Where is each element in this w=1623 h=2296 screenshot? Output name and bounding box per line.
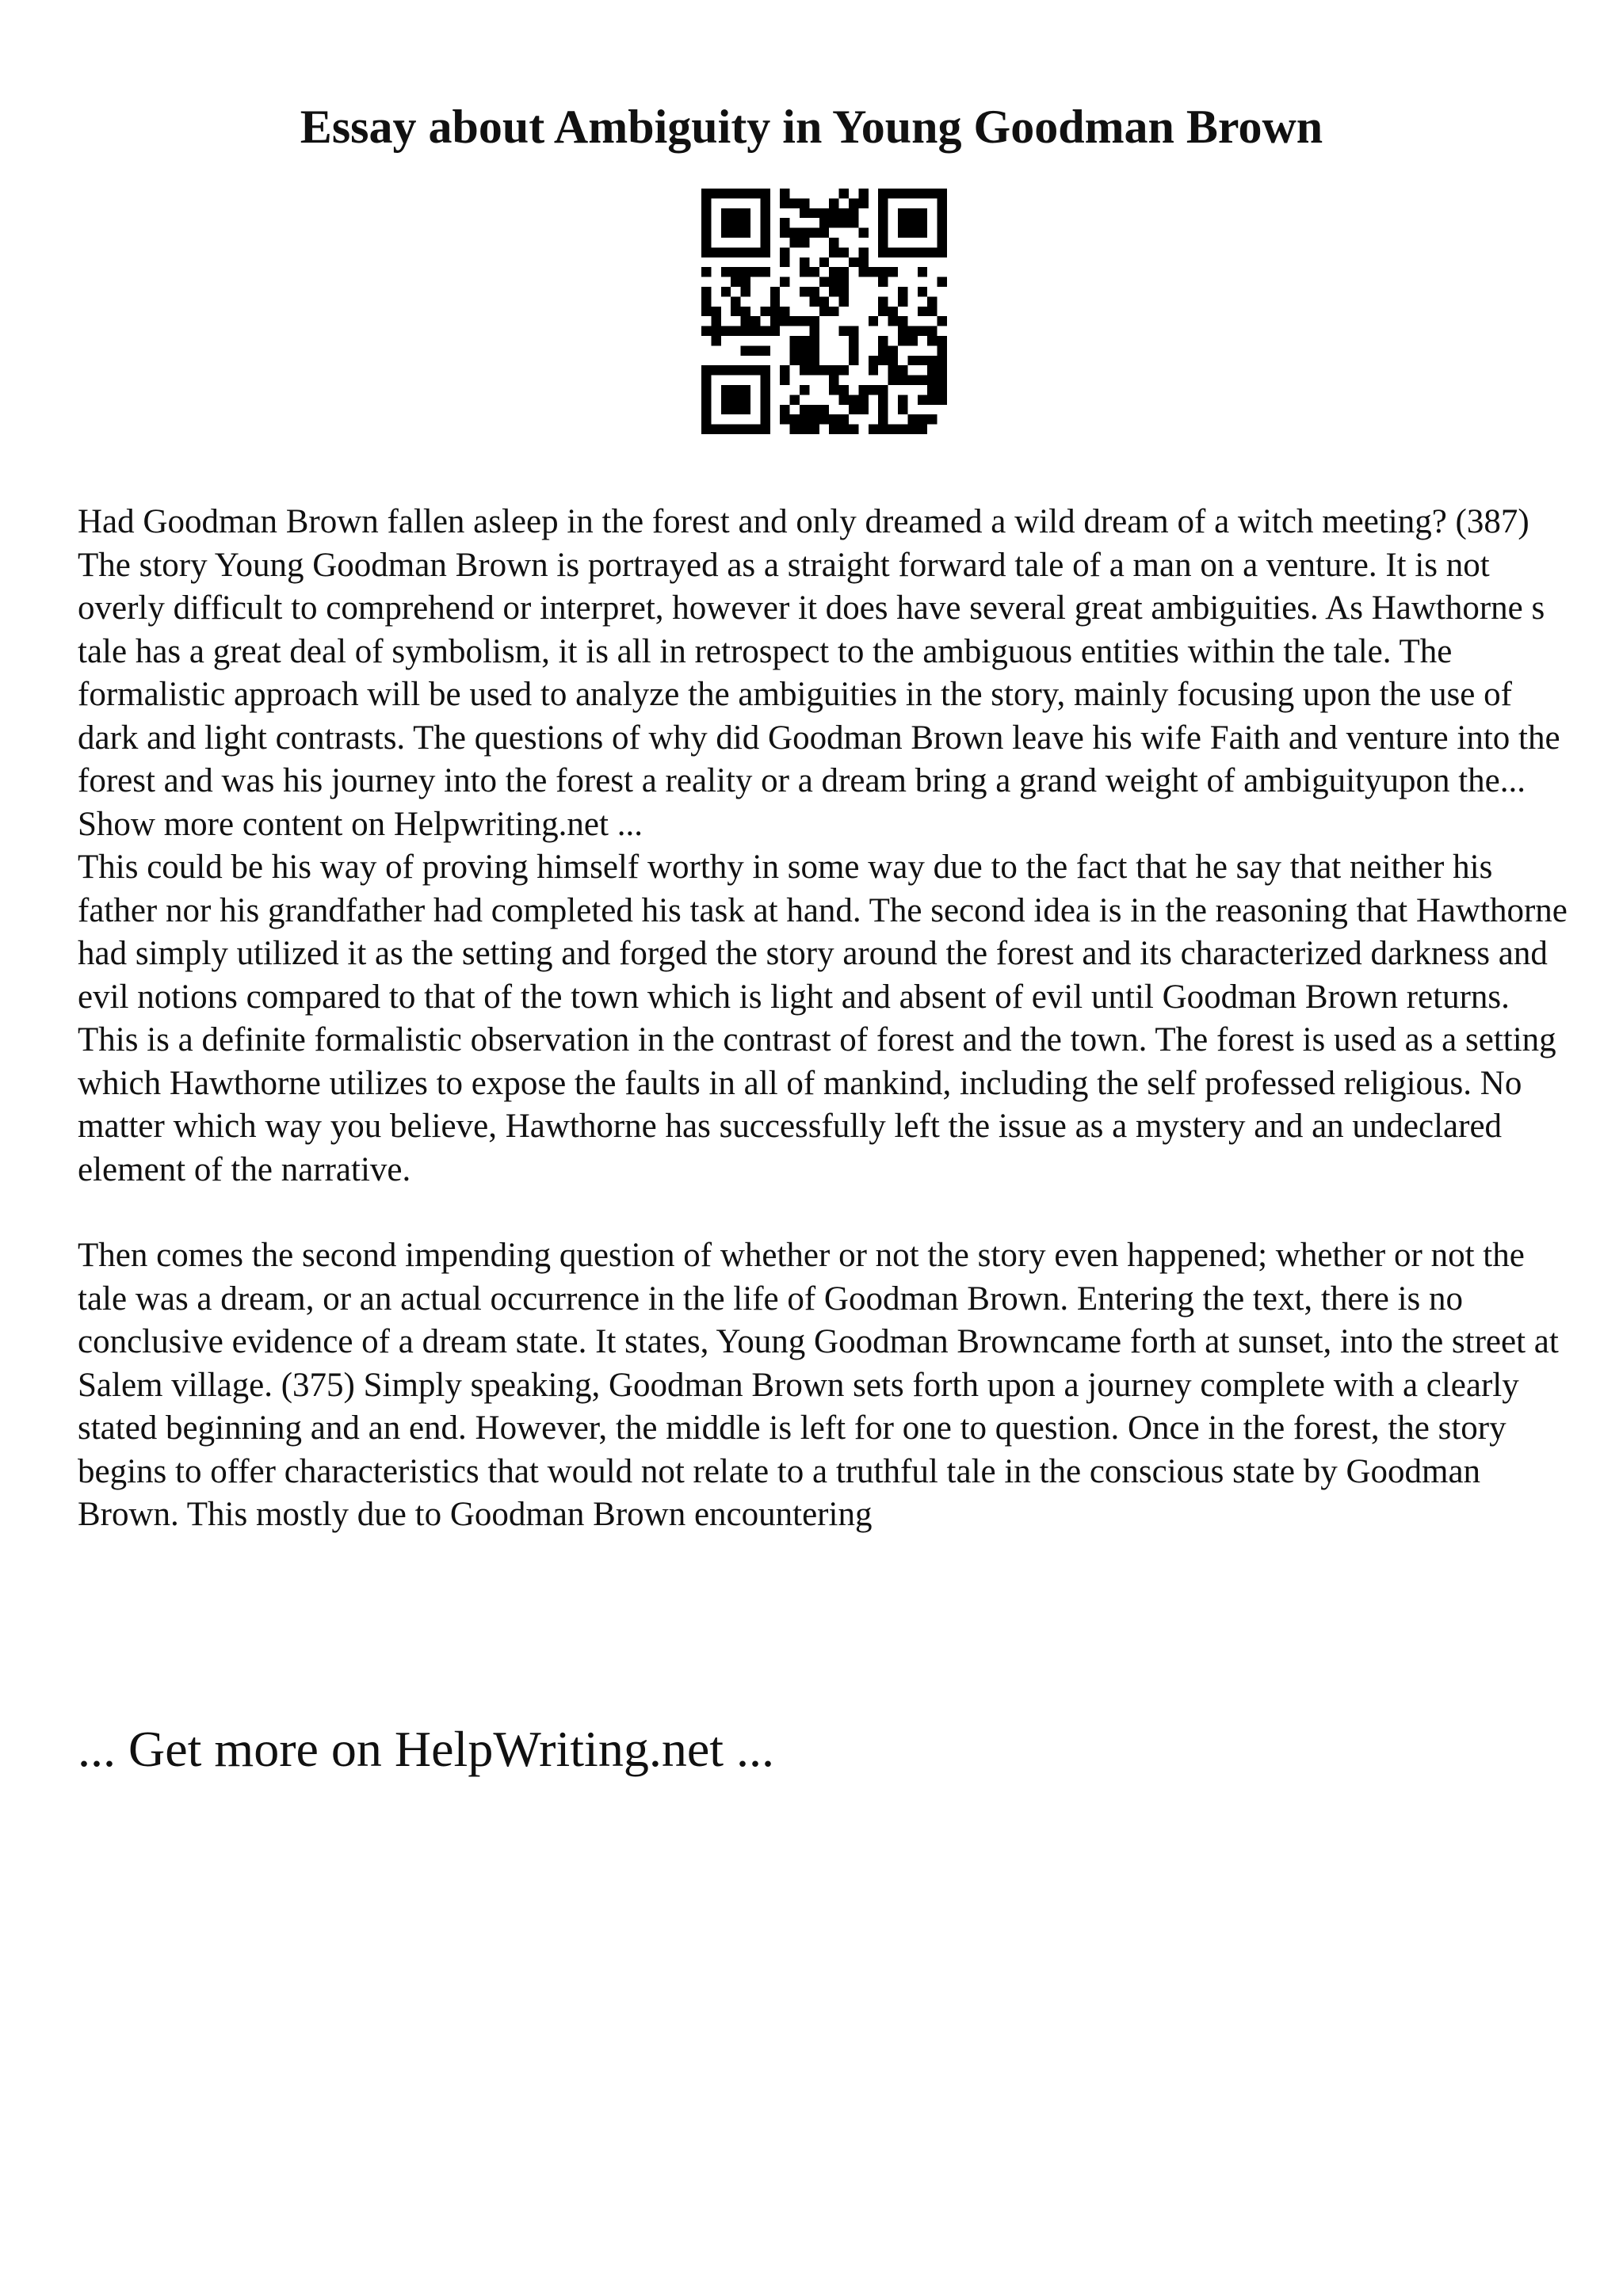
- qr-module: [888, 345, 898, 355]
- qr-module: [849, 257, 858, 267]
- qr-module: [800, 425, 809, 434]
- qr-module: [780, 414, 789, 424]
- qr-module: [829, 277, 838, 287]
- qr-module: [858, 247, 868, 257]
- qr-module: [809, 345, 819, 355]
- qr-module: [819, 228, 829, 238]
- qr-finder-bottom-left: [701, 365, 711, 434]
- qr-module: [800, 316, 809, 326]
- qr-module: [918, 287, 927, 296]
- document-title: Essay about Ambiguity in Young Goodman Brown: [300, 101, 1323, 153]
- qr-module: [918, 356, 927, 365]
- qr-finder-top-right: [938, 189, 947, 257]
- qr-module: [790, 345, 800, 355]
- qr-module: [869, 267, 878, 277]
- qr-module: [938, 395, 947, 404]
- qr-module: [711, 326, 720, 336]
- qr-module: [888, 316, 898, 326]
- essay-paragraph-1: Had Goodman Brown fallen asleep in the forest and only dreamed a wild dream of a witch meeting? (387) The story Young Goodman Brown is portrayed as a straight forward tale of a man on a venture. It is not overly difficult to comprehend or interpret, however it does have several great ambiguities. As Hawthorne s tale has a great deal of symbolism, it is all in retrospect to the ambiguous entities within the tale. The formalistic approach will be used to analyze the ambiguities in the story, mainly focusing upon the use of dark and light contrasts. The questions of why did Goodman Brown leave his wife Faith and venture into the forest and was his journey into the forest a reality or a dream bring a grand weight of ambiguityupon the... Show more content on Helpwriting.net ...: [78, 503, 1560, 843]
- qr-module: [741, 277, 750, 287]
- qr-module: [760, 345, 769, 355]
- qr-module: [839, 287, 849, 296]
- qr-module: [849, 405, 858, 414]
- qr-module: [800, 356, 809, 365]
- qr-module: [858, 189, 868, 198]
- qr-module: [839, 247, 849, 257]
- qr-module: [780, 257, 789, 267]
- qr-module: [760, 326, 769, 336]
- qr-module: [858, 267, 868, 277]
- qr-module: [711, 307, 720, 316]
- qr-module: [721, 326, 731, 336]
- qr-module: [878, 345, 888, 355]
- qr-module: [819, 218, 829, 227]
- qr-module: [849, 345, 858, 355]
- qr-module: [918, 307, 927, 316]
- qr-module: [780, 218, 789, 227]
- qr-module: [878, 356, 888, 365]
- qr-module: [849, 218, 858, 227]
- qr-module: [898, 336, 907, 345]
- qr-module: [878, 395, 888, 404]
- qr-module: [849, 326, 858, 336]
- qr-finder-top-right: [898, 208, 927, 238]
- qr-module: [858, 385, 868, 395]
- qr-module: [809, 326, 819, 336]
- qr-module: [858, 228, 868, 238]
- qr-module: [809, 356, 819, 365]
- qr-module: [819, 277, 829, 287]
- qr-module: [829, 287, 838, 296]
- qr-module: [898, 395, 907, 404]
- qr-module: [809, 287, 819, 296]
- qr-module: [839, 208, 849, 218]
- qr-module: [800, 238, 809, 247]
- qr-module: [790, 316, 800, 326]
- essay-paragraph-3: Then comes the second impending question of whether or not the story even happened; whether or not the tale was a dream, or an actual occurrence in the life of Goodman Brown. Entering the text, there is no conclusive evidence of a dream state. It states, Young Goodman Browncame forth at sunset, into the street at Salem village. (375) Simply speaking, Goodman Brown sets forth upon a journey complete with a clearly stated beginning and an end. However, the middle is left for one to question. Once in the forest, the story begins to offer characteristics that would not relate to a truthful tale in the conscious state by Goodman Brown. This mostly due to Goodman Brown encountering: [78, 1237, 1559, 1533]
- qr-module: [780, 316, 789, 326]
- qr-module: [927, 296, 937, 306]
- qr-module: [780, 198, 789, 208]
- qr-module: [849, 198, 858, 208]
- qr-module: [770, 287, 780, 296]
- qr-module: [780, 365, 789, 375]
- qr-module: [760, 307, 769, 316]
- qr-module: [888, 307, 898, 316]
- qr-module: [741, 326, 750, 336]
- qr-module: [878, 307, 888, 316]
- qr-module: [918, 267, 927, 277]
- qr-module: [829, 247, 838, 257]
- qr-module: [800, 267, 809, 277]
- qr-module: [809, 316, 819, 326]
- qr-module: [839, 267, 849, 277]
- qr-module: [888, 267, 898, 277]
- qr-module: [898, 296, 907, 306]
- qr-module: [878, 405, 888, 414]
- qr-module: [907, 425, 917, 434]
- qr-module: [800, 287, 809, 296]
- qr-module: [819, 257, 829, 267]
- qr-module: [829, 267, 838, 277]
- qr-code-graphic: [701, 189, 947, 434]
- qr-module: [721, 267, 731, 277]
- qr-module: [829, 238, 838, 247]
- qr-module: [839, 425, 849, 434]
- qr-module: [829, 307, 838, 316]
- qr-module: [839, 365, 849, 375]
- qr-module: [938, 356, 947, 365]
- qr-finder-top-left: [701, 189, 770, 198]
- qr-module: [701, 267, 711, 277]
- qr-module: [780, 405, 789, 414]
- qr-module: [800, 228, 809, 238]
- qr-module: [907, 326, 917, 336]
- qr-module: [849, 356, 858, 365]
- qr-module: [809, 405, 819, 414]
- qr-finder-top-left: [701, 247, 770, 257]
- qr-module: [839, 296, 849, 306]
- qr-finder-bottom-left: [701, 425, 770, 434]
- qr-module: [780, 189, 789, 198]
- qr-module: [839, 326, 849, 336]
- qr-module: [750, 345, 760, 355]
- qr-module: [869, 365, 878, 375]
- qr-module: [731, 277, 740, 287]
- qr-module: [898, 376, 907, 385]
- qr-module: [907, 356, 917, 365]
- qr-module: [800, 345, 809, 355]
- qr-module: [938, 365, 947, 375]
- qr-module: [809, 365, 819, 375]
- qr-module: [750, 326, 760, 336]
- qr-module: [927, 356, 937, 365]
- qr-module: [800, 414, 809, 424]
- qr-module: [839, 414, 849, 424]
- qr-module: [800, 385, 809, 395]
- qr-module: [869, 316, 878, 326]
- qr-finder-top-left: [701, 189, 711, 257]
- qr-module: [770, 326, 780, 336]
- qr-module: [800, 208, 809, 218]
- qr-module: [938, 376, 947, 385]
- qr-module: [938, 277, 947, 287]
- qr-module: [839, 277, 849, 287]
- qr-module: [878, 336, 888, 345]
- qr-module: [701, 296, 711, 306]
- qr-module: [849, 395, 858, 404]
- qr-module: [800, 365, 809, 375]
- qr-module: [790, 336, 800, 345]
- qr-module: [898, 405, 907, 414]
- qr-module: [829, 425, 838, 434]
- qr-module: [829, 208, 838, 218]
- qr-finder-bottom-left: [760, 365, 769, 434]
- qr-module: [898, 365, 907, 375]
- qr-finder-top-right: [878, 189, 947, 198]
- qr-module: [770, 316, 780, 326]
- qr-module: [809, 296, 819, 306]
- qr-module: [800, 257, 809, 267]
- qr-module: [888, 425, 898, 434]
- qr-module: [858, 395, 868, 404]
- qr-module: [790, 198, 800, 208]
- qr-module: [701, 307, 711, 316]
- qr-module: [741, 316, 750, 326]
- qr-module: [918, 414, 927, 424]
- qr-module: [711, 316, 720, 326]
- qr-module: [829, 365, 838, 375]
- essay-paragraph-2: This could be his way of proving himself worthy in some way due to the fact that he say that neither his father nor his grandfather had completed his task at hand. The second idea is in the reasoning that Hawthorne had simply utilized it as the setting and forged the story around the forest and its characterized darkness and evil notions compared to that of the town which is light and absent of evil until Goodman Brown returns. This is a definite formalistic observation in the contrast of forest and the town. The forest is used as a setting which Hawthorne utilizes to expose the faults in all of mankind, including the self professed religious. No matter which way you believe, Hawthorne has successfully left the issue as a mystery and an undeclared element of the narrative.: [78, 849, 1568, 1188]
- qr-module: [741, 345, 750, 355]
- qr-module: [898, 316, 907, 326]
- qr-module: [780, 376, 789, 385]
- qr-module: [829, 218, 838, 227]
- qr-module: [918, 395, 927, 404]
- qr-module: [800, 405, 809, 414]
- qr-module: [849, 425, 858, 434]
- qr-module: [770, 307, 780, 316]
- qr-module: [839, 218, 849, 227]
- qr-module: [938, 336, 947, 345]
- qr-module: [918, 425, 927, 434]
- qr-module: [809, 414, 819, 424]
- qr-module: [869, 385, 878, 395]
- qr-module: [770, 296, 780, 306]
- qr-module: [819, 208, 829, 218]
- qr-module: [741, 267, 750, 277]
- qr-finder-bottom-left: [721, 385, 750, 414]
- qr-module: [907, 414, 917, 424]
- qr-code-icon: [701, 189, 947, 434]
- qr-module: [898, 287, 907, 296]
- qr-module: [839, 395, 849, 404]
- qr-module: [711, 336, 720, 345]
- qr-module: [760, 267, 769, 277]
- qr-module: [701, 287, 711, 296]
- qr-module: [790, 238, 800, 247]
- qr-module: [927, 307, 937, 316]
- qr-finder-bottom-left: [701, 365, 770, 375]
- qr-module: [898, 425, 907, 434]
- qr-module: [780, 228, 789, 238]
- qr-module: [731, 267, 740, 277]
- qr-module: [790, 228, 800, 238]
- qr-module: [731, 296, 740, 306]
- qr-module: [927, 414, 937, 424]
- qr-finder-top-left: [760, 189, 769, 257]
- qr-module: [888, 376, 898, 385]
- qr-module: [809, 267, 819, 277]
- qr-module: [888, 356, 898, 365]
- qr-module: [800, 198, 809, 208]
- qr-module: [790, 414, 800, 424]
- qr-module: [839, 385, 849, 395]
- qr-module: [878, 267, 888, 277]
- qr-module: [829, 385, 838, 395]
- qr-module: [918, 326, 927, 336]
- qr-module: [918, 376, 927, 385]
- qr-module: [750, 316, 760, 326]
- qr-module: [809, 208, 819, 218]
- qr-module: [819, 365, 829, 375]
- qr-module: [869, 425, 878, 434]
- qr-module: [829, 198, 838, 208]
- qr-module: [898, 326, 907, 336]
- qr-module: [878, 385, 888, 395]
- qr-module: [907, 336, 917, 345]
- qr-finder-top-right: [878, 189, 888, 257]
- qr-module: [858, 198, 868, 208]
- qr-module: [800, 336, 809, 345]
- qr-module: [829, 414, 838, 424]
- qr-module: [741, 287, 750, 296]
- qr-module: [819, 405, 829, 414]
- qr-module: [938, 345, 947, 355]
- qr-module: [790, 395, 800, 404]
- qr-module: [849, 208, 858, 218]
- qr-module: [878, 277, 888, 287]
- qr-module: [701, 326, 711, 336]
- qr-module: [721, 287, 731, 296]
- qr-module: [938, 316, 947, 326]
- qr-module: [858, 405, 868, 414]
- qr-module: [829, 376, 838, 385]
- qr-finder-top-right: [878, 247, 947, 257]
- qr-module: [878, 414, 888, 424]
- qr-module: [878, 296, 888, 306]
- qr-module: [927, 376, 937, 385]
- qr-module: [741, 307, 750, 316]
- qr-module: [780, 277, 789, 287]
- qr-module: [849, 336, 858, 345]
- qr-module: [780, 307, 789, 316]
- qr-module: [907, 376, 917, 385]
- essay-body: [78, 501, 1568, 1537]
- qr-module: [927, 365, 937, 375]
- qr-module: [750, 267, 760, 277]
- qr-module: [809, 336, 819, 345]
- qr-module: [878, 425, 888, 434]
- get-more-link[interactable]: ... Get more on HelpWriting.net ...: [78, 1721, 774, 1777]
- qr-module: [809, 228, 819, 238]
- qr-module: [927, 336, 937, 345]
- qr-module: [809, 425, 819, 434]
- qr-module: [858, 257, 868, 267]
- qr-module: [790, 425, 800, 434]
- qr-module: [839, 189, 849, 198]
- qr-module: [888, 365, 898, 375]
- qr-module: [927, 326, 937, 336]
- qr-module: [869, 356, 878, 365]
- qr-finder-top-left: [721, 208, 750, 238]
- qr-module: [780, 247, 789, 257]
- qr-module: [731, 307, 740, 316]
- qr-module: [790, 356, 800, 365]
- qr-module: [938, 385, 947, 395]
- qr-module: [731, 326, 740, 336]
- qr-module: [819, 414, 829, 424]
- qr-module: [927, 395, 937, 404]
- qr-module: [819, 296, 829, 306]
- qr-module: [819, 307, 829, 316]
- qr-module: [927, 385, 937, 395]
